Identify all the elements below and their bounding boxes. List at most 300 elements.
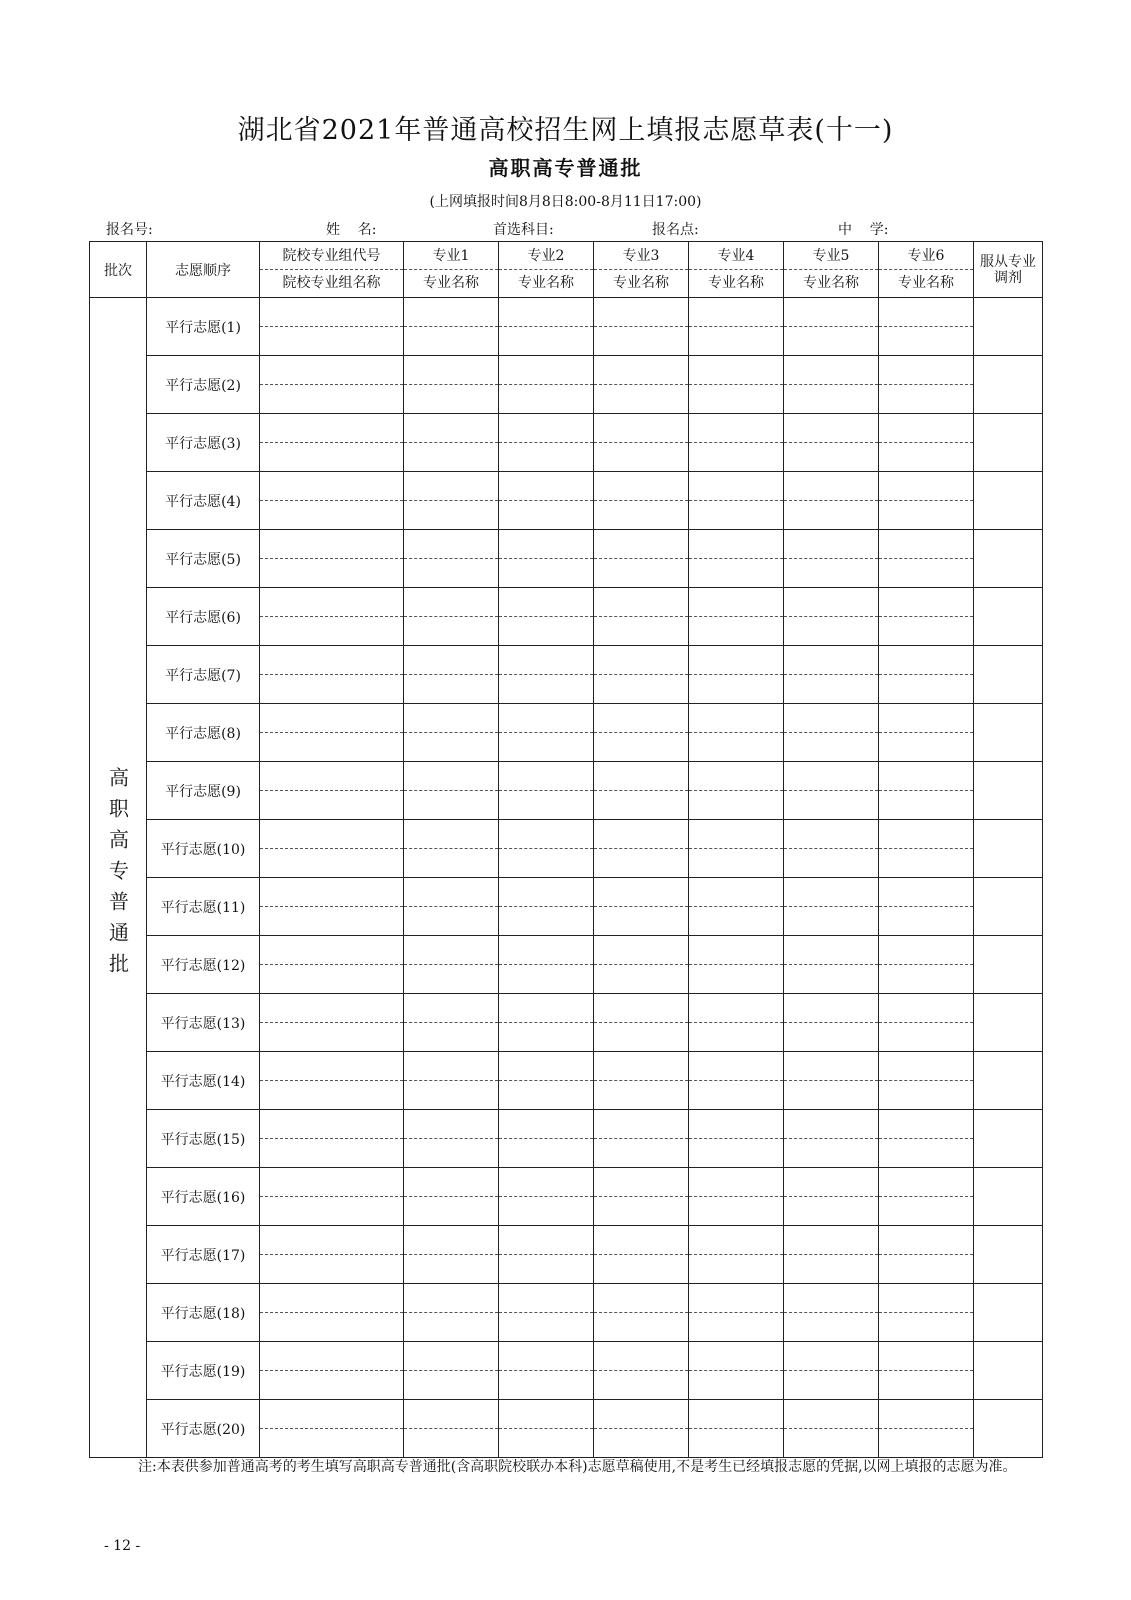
major-entry-cell[interactable]	[689, 472, 784, 530]
adjust-entry-cell[interactable]	[974, 588, 1043, 646]
choice-label: 平行志愿(15)	[147, 1110, 260, 1168]
dashed-divider	[260, 790, 403, 791]
major-entry-cell[interactable]	[404, 472, 499, 530]
adjust-entry-cell[interactable]	[974, 1400, 1043, 1458]
dashed-divider	[594, 1022, 688, 1023]
group-entry-cell[interactable]	[260, 1400, 404, 1458]
major-entry-cell[interactable]	[689, 1400, 784, 1458]
major-entry-cell[interactable]	[499, 646, 594, 704]
major-entry-cell[interactable]	[689, 414, 784, 472]
table-row	[90, 472, 1043, 530]
choice-label: 平行志愿(4)	[147, 472, 260, 530]
major-entry-cell[interactable]	[499, 1168, 594, 1226]
adjust-entry-cell[interactable]	[974, 1052, 1043, 1110]
dashed-divider	[879, 1254, 973, 1255]
major-entry-cell[interactable]	[879, 1284, 974, 1342]
major-entry-cell[interactable]	[689, 588, 784, 646]
dashed-divider	[594, 674, 688, 675]
adjust-entry-cell[interactable]	[974, 1168, 1043, 1226]
major-entry-cell[interactable]	[594, 588, 689, 646]
major-entry-cell[interactable]	[499, 530, 594, 588]
major-entry-cell[interactable]	[499, 588, 594, 646]
major-entry-cell[interactable]	[689, 356, 784, 414]
major-entry-cell[interactable]	[594, 1342, 689, 1400]
form-title: 湖北省2021年普通高校招生网上填报志愿草表(十一)	[237, 115, 894, 146]
dashed-divider	[879, 906, 973, 907]
name-field: 姓 名:	[326, 222, 377, 238]
major-entry-cell[interactable]	[404, 878, 499, 936]
dashed-divider	[404, 790, 498, 791]
major-entry-cell[interactable]	[594, 762, 689, 820]
page-number: - 12 -	[104, 1538, 141, 1554]
major-entry-cell[interactable]	[404, 1168, 499, 1226]
table-row	[90, 530, 1043, 588]
table-row	[90, 1110, 1043, 1168]
major-entry-cell[interactable]	[594, 1110, 689, 1168]
major-entry-cell[interactable]	[784, 704, 879, 762]
dashed-divider	[689, 384, 783, 385]
table-row	[90, 1342, 1043, 1400]
major-entry-cell[interactable]	[404, 936, 499, 994]
adjust-entry-cell[interactable]	[974, 472, 1043, 530]
dashed-divider	[689, 732, 783, 733]
major-sub-label: 专业名称	[708, 275, 764, 291]
major-entry-cell[interactable]	[404, 646, 499, 704]
major-entry-cell[interactable]	[689, 298, 784, 356]
major-entry-cell[interactable]	[879, 298, 974, 356]
major-entry-cell[interactable]	[499, 1342, 594, 1400]
major-entry-cell[interactable]	[404, 994, 499, 1052]
dashed-divider	[784, 790, 878, 791]
dashed-divider	[260, 1080, 403, 1081]
dashed-divider	[784, 1254, 878, 1255]
dashed-divider	[499, 500, 593, 501]
major-entry-cell[interactable]	[784, 646, 879, 704]
major-sub-label: 专业名称	[898, 275, 954, 291]
major-entry-cell[interactable]	[594, 1284, 689, 1342]
dashed-divider	[404, 500, 498, 501]
adjust-entry-cell[interactable]	[974, 414, 1043, 472]
major-entry-cell[interactable]	[594, 356, 689, 414]
major-entry-cell[interactable]	[499, 762, 594, 820]
dashed-divider	[594, 848, 688, 849]
major-entry-cell[interactable]	[404, 298, 499, 356]
major-entry-cell[interactable]	[784, 936, 879, 994]
major-entry-cell[interactable]	[499, 704, 594, 762]
dashed-divider	[260, 1196, 403, 1197]
group-entry-cell[interactable]	[260, 704, 404, 762]
major-entry-cell[interactable]	[784, 530, 879, 588]
dashed-divider	[499, 674, 593, 675]
choice-label: 平行志愿(11)	[147, 878, 260, 936]
dashed-divider	[404, 1138, 498, 1139]
major-entry-cell[interactable]	[404, 1226, 499, 1284]
group-entry-cell[interactable]	[260, 878, 404, 936]
major-entry-cell[interactable]	[879, 1342, 974, 1400]
dashed-divider	[594, 500, 688, 501]
table-row	[90, 878, 1043, 936]
major-entry-cell[interactable]	[879, 1168, 974, 1226]
dashed-divider	[260, 674, 403, 675]
site-field: 报名点:	[652, 222, 699, 238]
dashed-divider	[499, 964, 593, 965]
major-entry-cell[interactable]	[784, 414, 879, 472]
major-entry-cell[interactable]	[784, 588, 879, 646]
dashed-divider	[879, 1022, 973, 1023]
major-entry-cell[interactable]	[594, 530, 689, 588]
major-entry-cell[interactable]	[784, 878, 879, 936]
group-entry-cell[interactable]	[260, 1052, 404, 1110]
dashed-divider	[689, 1254, 783, 1255]
choice-label: 平行志愿(5)	[147, 530, 260, 588]
choice-label: 平行志愿(7)	[147, 646, 260, 704]
dashed-divider	[689, 848, 783, 849]
dashed-divider	[879, 848, 973, 849]
adjust-entry-cell[interactable]	[974, 646, 1043, 704]
dashed-divider	[879, 326, 973, 327]
major-entry-cell[interactable]	[499, 1226, 594, 1284]
dashed-divider	[784, 906, 878, 907]
dashed-divider	[689, 616, 783, 617]
dashed-divider	[689, 1022, 783, 1023]
choice-label: 平行志愿(20)	[147, 1400, 260, 1458]
dashed-divider	[499, 1370, 593, 1371]
major-2-header	[499, 242, 594, 298]
dashed-divider	[784, 1080, 878, 1081]
adjust-entry-cell[interactable]	[974, 1226, 1043, 1284]
major-entry-cell[interactable]	[689, 1052, 784, 1110]
major-entry-cell[interactable]	[594, 472, 689, 530]
table-row	[90, 356, 1043, 414]
major-entry-cell[interactable]	[784, 356, 879, 414]
dashed-divider	[260, 384, 403, 385]
dashed-divider	[784, 616, 878, 617]
major-entry-cell[interactable]	[404, 414, 499, 472]
group-entry-cell[interactable]	[260, 936, 404, 994]
adjust-entry-cell[interactable]	[974, 298, 1043, 356]
major-entry-cell[interactable]	[784, 994, 879, 1052]
major-entry-cell[interactable]	[784, 1400, 879, 1458]
major-entry-cell[interactable]	[594, 704, 689, 762]
major-entry-cell[interactable]	[879, 472, 974, 530]
major-entry-cell[interactable]	[594, 1168, 689, 1226]
dashed-divider	[404, 1312, 498, 1313]
dashed-divider	[689, 1370, 783, 1371]
major-entry-cell[interactable]	[689, 1226, 784, 1284]
major-entry-cell[interactable]	[689, 994, 784, 1052]
major-entry-cell[interactable]	[784, 1168, 879, 1226]
dashed-divider	[784, 1428, 878, 1429]
dashed-divider	[784, 1022, 878, 1023]
major-entry-cell[interactable]	[499, 1284, 594, 1342]
dashed-divider	[879, 442, 973, 443]
adjust-entry-cell[interactable]	[974, 704, 1043, 762]
major-entry-cell[interactable]	[879, 1226, 974, 1284]
major-entry-cell[interactable]	[784, 1342, 879, 1400]
adjust-entry-cell[interactable]	[974, 878, 1043, 936]
major-entry-cell[interactable]	[879, 414, 974, 472]
major-entry-cell[interactable]	[879, 646, 974, 704]
major-entry-cell[interactable]	[404, 704, 499, 762]
dashed-divider	[879, 384, 973, 385]
dashed-divider	[260, 442, 403, 443]
adjust-entry-cell[interactable]	[974, 1110, 1043, 1168]
adjust-entry-cell[interactable]	[974, 820, 1043, 878]
dashed-divider	[404, 848, 498, 849]
dashed-divider	[260, 1370, 403, 1371]
major-entry-cell[interactable]	[784, 1226, 879, 1284]
dashed-divider	[689, 1196, 783, 1197]
dashed-divider	[499, 1254, 593, 1255]
choice-label: 平行志愿(13)	[147, 994, 260, 1052]
group-entry-cell[interactable]	[260, 646, 404, 704]
dashed-divider	[404, 616, 498, 617]
major-entry-cell[interactable]	[594, 1400, 689, 1458]
dashed-divider	[260, 1312, 403, 1313]
major-sub-label: 专业名称	[613, 275, 669, 291]
major-entry-cell[interactable]	[499, 298, 594, 356]
group-entry-cell[interactable]	[260, 1226, 404, 1284]
major-entry-cell[interactable]	[689, 1342, 784, 1400]
major-entry-cell[interactable]	[784, 762, 879, 820]
group-entry-cell[interactable]	[260, 1284, 404, 1342]
choice-label: 平行志愿(19)	[147, 1342, 260, 1400]
major-entry-cell[interactable]	[499, 356, 594, 414]
dashed-divider	[260, 906, 403, 907]
major-entry-cell[interactable]	[689, 530, 784, 588]
dashed-divider	[404, 558, 498, 559]
dashed-divider	[499, 906, 593, 907]
dashed-divider	[879, 616, 973, 617]
major-entry-cell[interactable]	[499, 1052, 594, 1110]
group-entry-cell[interactable]	[260, 820, 404, 878]
adjust-header: 服从专业调剂	[974, 242, 1043, 298]
choice-label: 平行志愿(10)	[147, 820, 260, 878]
dashed-divider	[879, 500, 973, 501]
dashed-divider	[879, 1196, 973, 1197]
dashed-divider	[404, 384, 498, 385]
filing-time-note: (上网填报时间8月8日8:00-8月11日17:00)	[429, 194, 702, 210]
major-entry-cell[interactable]	[404, 1400, 499, 1458]
major-entry-cell[interactable]	[594, 878, 689, 936]
dashed-divider	[879, 790, 973, 791]
table-row	[90, 1168, 1043, 1226]
adjust-entry-cell[interactable]	[974, 1342, 1043, 1400]
dashed-divider	[879, 1428, 973, 1429]
dashed-divider	[784, 1312, 878, 1313]
major-entry-cell[interactable]	[594, 646, 689, 704]
major-sub-label: 专业名称	[518, 275, 574, 291]
major-entry-cell[interactable]	[594, 994, 689, 1052]
major-label: 专业3	[594, 243, 688, 270]
major-entry-cell[interactable]	[404, 530, 499, 588]
major-entry-cell[interactable]	[879, 356, 974, 414]
major-entry-cell[interactable]	[784, 1110, 879, 1168]
dashed-divider	[594, 1370, 688, 1371]
major-entry-cell[interactable]	[879, 936, 974, 994]
choice-label: 平行志愿(17)	[147, 1226, 260, 1284]
major-entry-cell[interactable]	[879, 762, 974, 820]
group-entry-cell[interactable]	[260, 1168, 404, 1226]
major-entry-cell[interactable]	[784, 298, 879, 356]
dashed-divider	[689, 1428, 783, 1429]
major-entry-cell[interactable]	[784, 1052, 879, 1110]
dashed-divider	[404, 1196, 498, 1197]
major-entry-cell[interactable]	[689, 1284, 784, 1342]
group-entry-cell[interactable]	[260, 762, 404, 820]
dashed-divider	[689, 442, 783, 443]
group-entry-cell[interactable]	[260, 588, 404, 646]
dashed-divider	[784, 384, 878, 385]
application-table	[89, 241, 1043, 1458]
adjust-entry-cell[interactable]	[974, 994, 1043, 1052]
major-4-header	[689, 242, 784, 298]
major-entry-cell[interactable]	[594, 1226, 689, 1284]
major-entry-cell[interactable]	[879, 820, 974, 878]
major-entry-cell[interactable]	[499, 994, 594, 1052]
adjust-entry-cell[interactable]	[974, 936, 1043, 994]
choice-label: 平行志愿(18)	[147, 1284, 260, 1342]
dashed-divider	[689, 326, 783, 327]
major-entry-cell[interactable]	[404, 1284, 499, 1342]
major-entry-cell[interactable]	[784, 1284, 879, 1342]
major-entry-cell[interactable]	[499, 1110, 594, 1168]
dashed-divider	[404, 1428, 498, 1429]
dashed-divider	[689, 558, 783, 559]
dashed-divider	[260, 1428, 403, 1429]
major-entry-cell[interactable]	[404, 1052, 499, 1110]
major-entry-cell[interactable]	[404, 588, 499, 646]
group-entry-cell[interactable]	[260, 1342, 404, 1400]
dashed-divider	[404, 442, 498, 443]
dashed-divider	[260, 1022, 403, 1023]
dashed-divider	[499, 1022, 593, 1023]
dashed-divider	[260, 558, 403, 559]
major-entry-cell[interactable]	[689, 1168, 784, 1226]
dashed-divider	[689, 964, 783, 965]
dashed-divider	[499, 790, 593, 791]
major-entry-cell[interactable]	[879, 588, 974, 646]
major-entry-cell[interactable]	[499, 878, 594, 936]
major-entry-cell[interactable]	[784, 820, 879, 878]
table-row	[90, 936, 1043, 994]
major-entry-cell[interactable]	[594, 1052, 689, 1110]
adjust-entry-cell[interactable]	[974, 1284, 1043, 1342]
major-entry-cell[interactable]	[404, 356, 499, 414]
dashed-divider	[689, 500, 783, 501]
major-entry-cell[interactable]	[499, 472, 594, 530]
choice-label: 平行志愿(1)	[147, 298, 260, 356]
group-entry-cell[interactable]	[260, 414, 404, 472]
dashed-divider	[499, 1138, 593, 1139]
choice-label: 平行志愿(16)	[147, 1168, 260, 1226]
dashed-divider	[594, 906, 688, 907]
batch-header: 批次	[90, 242, 147, 298]
major-entry-cell[interactable]	[689, 704, 784, 762]
batch-subtitle: 高职高专普通批	[488, 156, 643, 180]
major-entry-cell[interactable]	[879, 1052, 974, 1110]
major-entry-cell[interactable]	[689, 762, 784, 820]
dashed-divider	[404, 1370, 498, 1371]
major-entry-cell[interactable]	[594, 414, 689, 472]
major-entry-cell[interactable]	[784, 472, 879, 530]
dashed-divider	[260, 848, 403, 849]
major-label: 专业4	[689, 243, 783, 270]
dashed-divider	[784, 1138, 878, 1139]
major-entry-cell[interactable]	[499, 414, 594, 472]
group-entry-cell[interactable]	[260, 356, 404, 414]
table-row	[90, 994, 1043, 1052]
group-entry-cell[interactable]	[260, 298, 404, 356]
dashed-divider	[499, 1196, 593, 1197]
major-entry-cell[interactable]	[404, 820, 499, 878]
dashed-divider	[879, 558, 973, 559]
dashed-divider	[594, 1312, 688, 1313]
major-entry-cell[interactable]	[594, 936, 689, 994]
dashed-divider	[594, 790, 688, 791]
dashed-divider	[879, 732, 973, 733]
adjust-entry-cell[interactable]	[974, 762, 1043, 820]
major-entry-cell[interactable]	[404, 1110, 499, 1168]
major-entry-cell[interactable]	[689, 646, 784, 704]
adjust-entry-cell[interactable]	[974, 356, 1043, 414]
table-row	[90, 820, 1043, 878]
dashed-divider	[260, 326, 403, 327]
dashed-divider	[499, 384, 593, 385]
dashed-divider	[499, 1080, 593, 1081]
dashed-divider	[404, 732, 498, 733]
dashed-divider	[260, 964, 403, 965]
dashed-divider	[499, 558, 593, 559]
batch-cell	[90, 298, 147, 1458]
major-entry-cell[interactable]	[404, 1342, 499, 1400]
major-entry-cell[interactable]	[879, 704, 974, 762]
dashed-divider	[879, 1080, 973, 1081]
dashed-divider	[784, 964, 878, 965]
major-entry-cell[interactable]	[689, 936, 784, 994]
major-entry-cell[interactable]	[499, 936, 594, 994]
dashed-divider	[404, 674, 498, 675]
major-entry-cell[interactable]	[689, 1110, 784, 1168]
major-entry-cell[interactable]	[879, 994, 974, 1052]
major-3-header	[594, 242, 689, 298]
major-entry-cell[interactable]	[879, 1110, 974, 1168]
major-entry-cell[interactable]	[499, 1400, 594, 1458]
group-entry-cell[interactable]	[260, 994, 404, 1052]
adjust-entry-cell[interactable]	[974, 530, 1043, 588]
major-entry-cell[interactable]	[689, 878, 784, 936]
major-entry-cell[interactable]	[879, 878, 974, 936]
order-header: 志愿顺序	[147, 242, 260, 298]
dashed-divider	[404, 1254, 498, 1255]
dashed-divider	[499, 732, 593, 733]
dashed-divider	[260, 616, 403, 617]
group-entry-cell[interactable]	[260, 1110, 404, 1168]
group-entry-cell[interactable]	[260, 472, 404, 530]
major-entry-cell[interactable]	[879, 1400, 974, 1458]
dashed-divider	[594, 1196, 688, 1197]
dashed-divider	[594, 732, 688, 733]
major-entry-cell[interactable]	[594, 820, 689, 878]
major-entry-cell[interactable]	[879, 530, 974, 588]
group-entry-cell[interactable]	[260, 530, 404, 588]
major-entry-cell[interactable]	[499, 820, 594, 878]
major-entry-cell[interactable]	[594, 298, 689, 356]
major-entry-cell[interactable]	[689, 820, 784, 878]
major-1-header	[404, 242, 499, 298]
major-entry-cell[interactable]	[404, 762, 499, 820]
group-name-label: 院校专业组名称	[282, 275, 381, 291]
